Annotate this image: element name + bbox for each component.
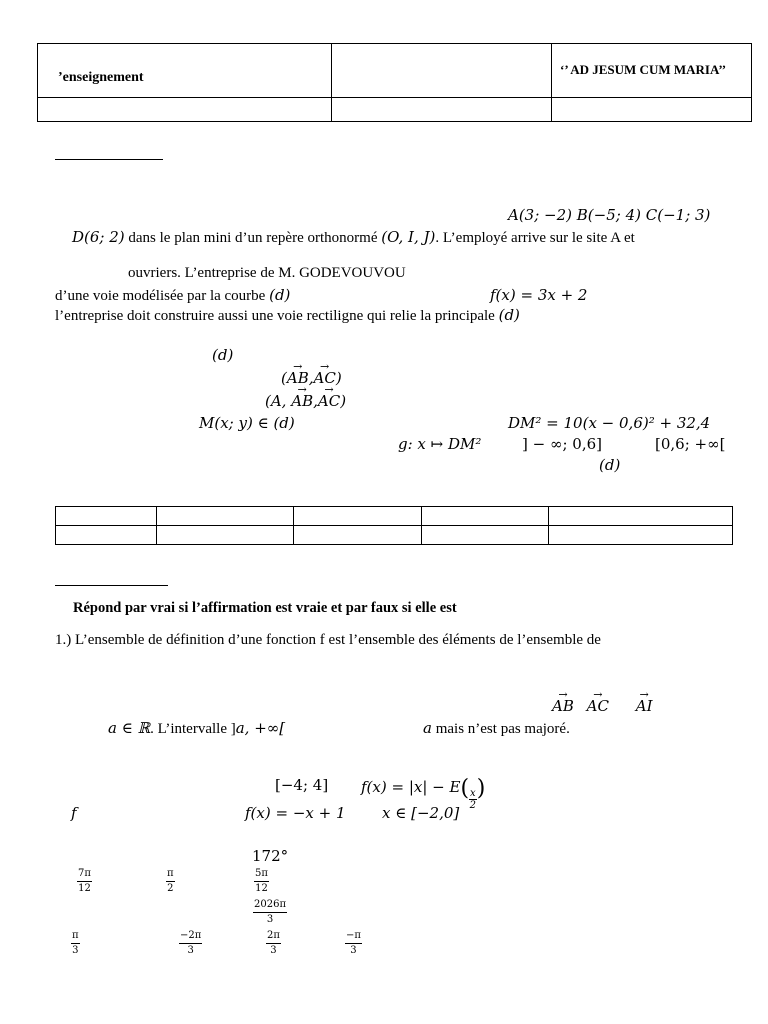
vector-ab: → AB xyxy=(291,392,313,410)
fraction-num: 7π xyxy=(77,868,92,882)
fraction-5pi-12 xyxy=(254,868,269,895)
point-m: M(x; y) ∈ (d) xyxy=(199,414,295,432)
fraction-den: 2 xyxy=(469,800,477,811)
function-domain: x ∈ [−2,0] xyxy=(382,804,460,822)
table-cell xyxy=(422,507,549,526)
table-cell xyxy=(294,526,422,545)
fraction-den: 3 xyxy=(187,945,194,956)
header-right-text: ‘’ AD JESUM CUM MARIA’’ xyxy=(560,62,727,77)
table-cell xyxy=(422,526,549,545)
a-real: a ∈ ℝ xyxy=(108,719,151,737)
variation-table xyxy=(55,506,733,545)
fraction-num: π xyxy=(71,930,80,944)
dm2-formula: DM² = 10(x − 0,6)² + 32,4 xyxy=(508,414,711,432)
points-line: A(3; −2) B(−5; 4) C(−1; 3) xyxy=(508,206,711,224)
vector-ab: → AB xyxy=(552,697,574,715)
header-right-cell xyxy=(552,44,752,98)
vector-ac: → AC xyxy=(318,392,340,410)
section-divider xyxy=(55,159,163,160)
header-cell xyxy=(38,98,332,122)
header-cell xyxy=(332,98,552,122)
workers-line: ouvriers. L’entreprise de M. GODEVOUVOU xyxy=(128,265,406,281)
frame-oij: (O, I, J) xyxy=(381,228,436,246)
interval-right: [0,6; +∞[ xyxy=(655,435,726,453)
interval-left: ] − ∞; 0,6] xyxy=(522,435,602,453)
angle-value: 172° xyxy=(252,847,289,865)
question-1: 1.) L’ensemble de définition d’une fonction f est l’ensemble des éléments de l’ensemble de xyxy=(55,632,601,648)
triple-open: (A, xyxy=(265,392,292,410)
vector-ac: → AC xyxy=(314,369,336,387)
interval-a: a, +∞[ xyxy=(235,719,286,737)
table-cell xyxy=(294,507,422,526)
interval-text: . L’intervalle ] xyxy=(150,721,236,737)
fraction-den: 2 xyxy=(167,883,174,894)
paren-close: ) xyxy=(476,776,486,801)
paren-close: ) xyxy=(335,369,342,387)
fraction-x-2 xyxy=(469,788,477,811)
curve-line xyxy=(55,286,290,305)
comma: , xyxy=(313,392,318,410)
fraction-den: 3 xyxy=(266,914,274,925)
bounded-text-end: mais n’est pas majoré. xyxy=(431,721,570,737)
a-var: a xyxy=(423,719,432,737)
point-d: D(6; 2) xyxy=(72,228,125,246)
fraction-den: 12 xyxy=(255,883,268,894)
header-left-text: ’enseignement xyxy=(58,70,144,85)
vector-ac: → AC xyxy=(587,697,609,715)
vectors-line xyxy=(552,697,653,715)
fraction-pi-2 xyxy=(166,868,175,895)
section-divider xyxy=(55,585,168,586)
fraction-7pi-12 xyxy=(77,868,92,895)
table-cell xyxy=(56,526,157,545)
function-linear: f(x) = −x + 1 xyxy=(245,804,346,822)
fraction-pi-3 xyxy=(71,930,80,957)
comma: , xyxy=(308,369,314,387)
paren-open: ( xyxy=(460,776,470,801)
instruction: Répond par vrai si l’affirmation est vraie et par faux si elle est xyxy=(73,600,457,616)
header-left-cell xyxy=(38,44,332,98)
intro-text-end: . L’employé arrive sur le site A et xyxy=(435,230,635,246)
table-cell xyxy=(549,526,733,545)
paren-close: ) xyxy=(340,392,347,410)
paren-open: ( xyxy=(281,369,287,387)
curve-text: d’une voie modélisée par la courbe xyxy=(55,288,270,304)
fraction-num: 5π xyxy=(254,868,269,882)
fraction-den: 3 xyxy=(350,945,357,956)
road-d: (d) xyxy=(498,306,520,324)
table-cell xyxy=(56,507,157,526)
fraction-num: π xyxy=(166,868,175,882)
function-abs-text: f(x) = |x| − E xyxy=(361,778,461,796)
interval-44: [−4; 4] xyxy=(275,776,329,794)
fraction-minus-pi-3 xyxy=(345,930,362,957)
g-map: g: x ↦ DM² xyxy=(398,435,482,453)
table-cell xyxy=(157,507,294,526)
fraction-num: 2026π xyxy=(253,899,287,913)
fraction-den: 12 xyxy=(78,883,91,894)
curve-d: (d) xyxy=(269,286,291,304)
frame-triple xyxy=(265,392,346,410)
f-label: f xyxy=(71,804,77,822)
fraction-num: 2π xyxy=(266,930,281,944)
header-cell xyxy=(552,98,752,122)
fraction-den: 3 xyxy=(270,945,277,956)
road-line xyxy=(55,306,520,325)
intro-text: dans le plan mini d’un repère orthonormé xyxy=(124,230,382,246)
fraction-minus-2pi-3 xyxy=(179,930,202,957)
fraction-2026pi-3 xyxy=(253,899,287,926)
fraction-num: −π xyxy=(345,930,362,944)
intro-line xyxy=(72,228,635,247)
table-cell xyxy=(157,526,294,545)
fraction-2pi-3 xyxy=(266,930,281,957)
interval-question xyxy=(108,719,285,738)
table-cell xyxy=(549,507,733,526)
item-d: (d) xyxy=(212,346,234,364)
header-table xyxy=(37,43,752,122)
final-d: (d) xyxy=(599,456,621,474)
function-f: f(x) = 3x + 2 xyxy=(490,286,588,304)
road-text: l’entreprise doit construire aussi une voie rectiligne qui relie la principale xyxy=(55,308,499,324)
header-middle-cell xyxy=(332,44,552,98)
fraction-num: −2π xyxy=(179,930,202,944)
fraction-den: 3 xyxy=(72,945,79,956)
fraction-num: x xyxy=(470,788,476,799)
vector-ab: → AB xyxy=(287,369,309,387)
bounded-text xyxy=(423,719,570,738)
vector-ai: → AI xyxy=(636,697,653,715)
